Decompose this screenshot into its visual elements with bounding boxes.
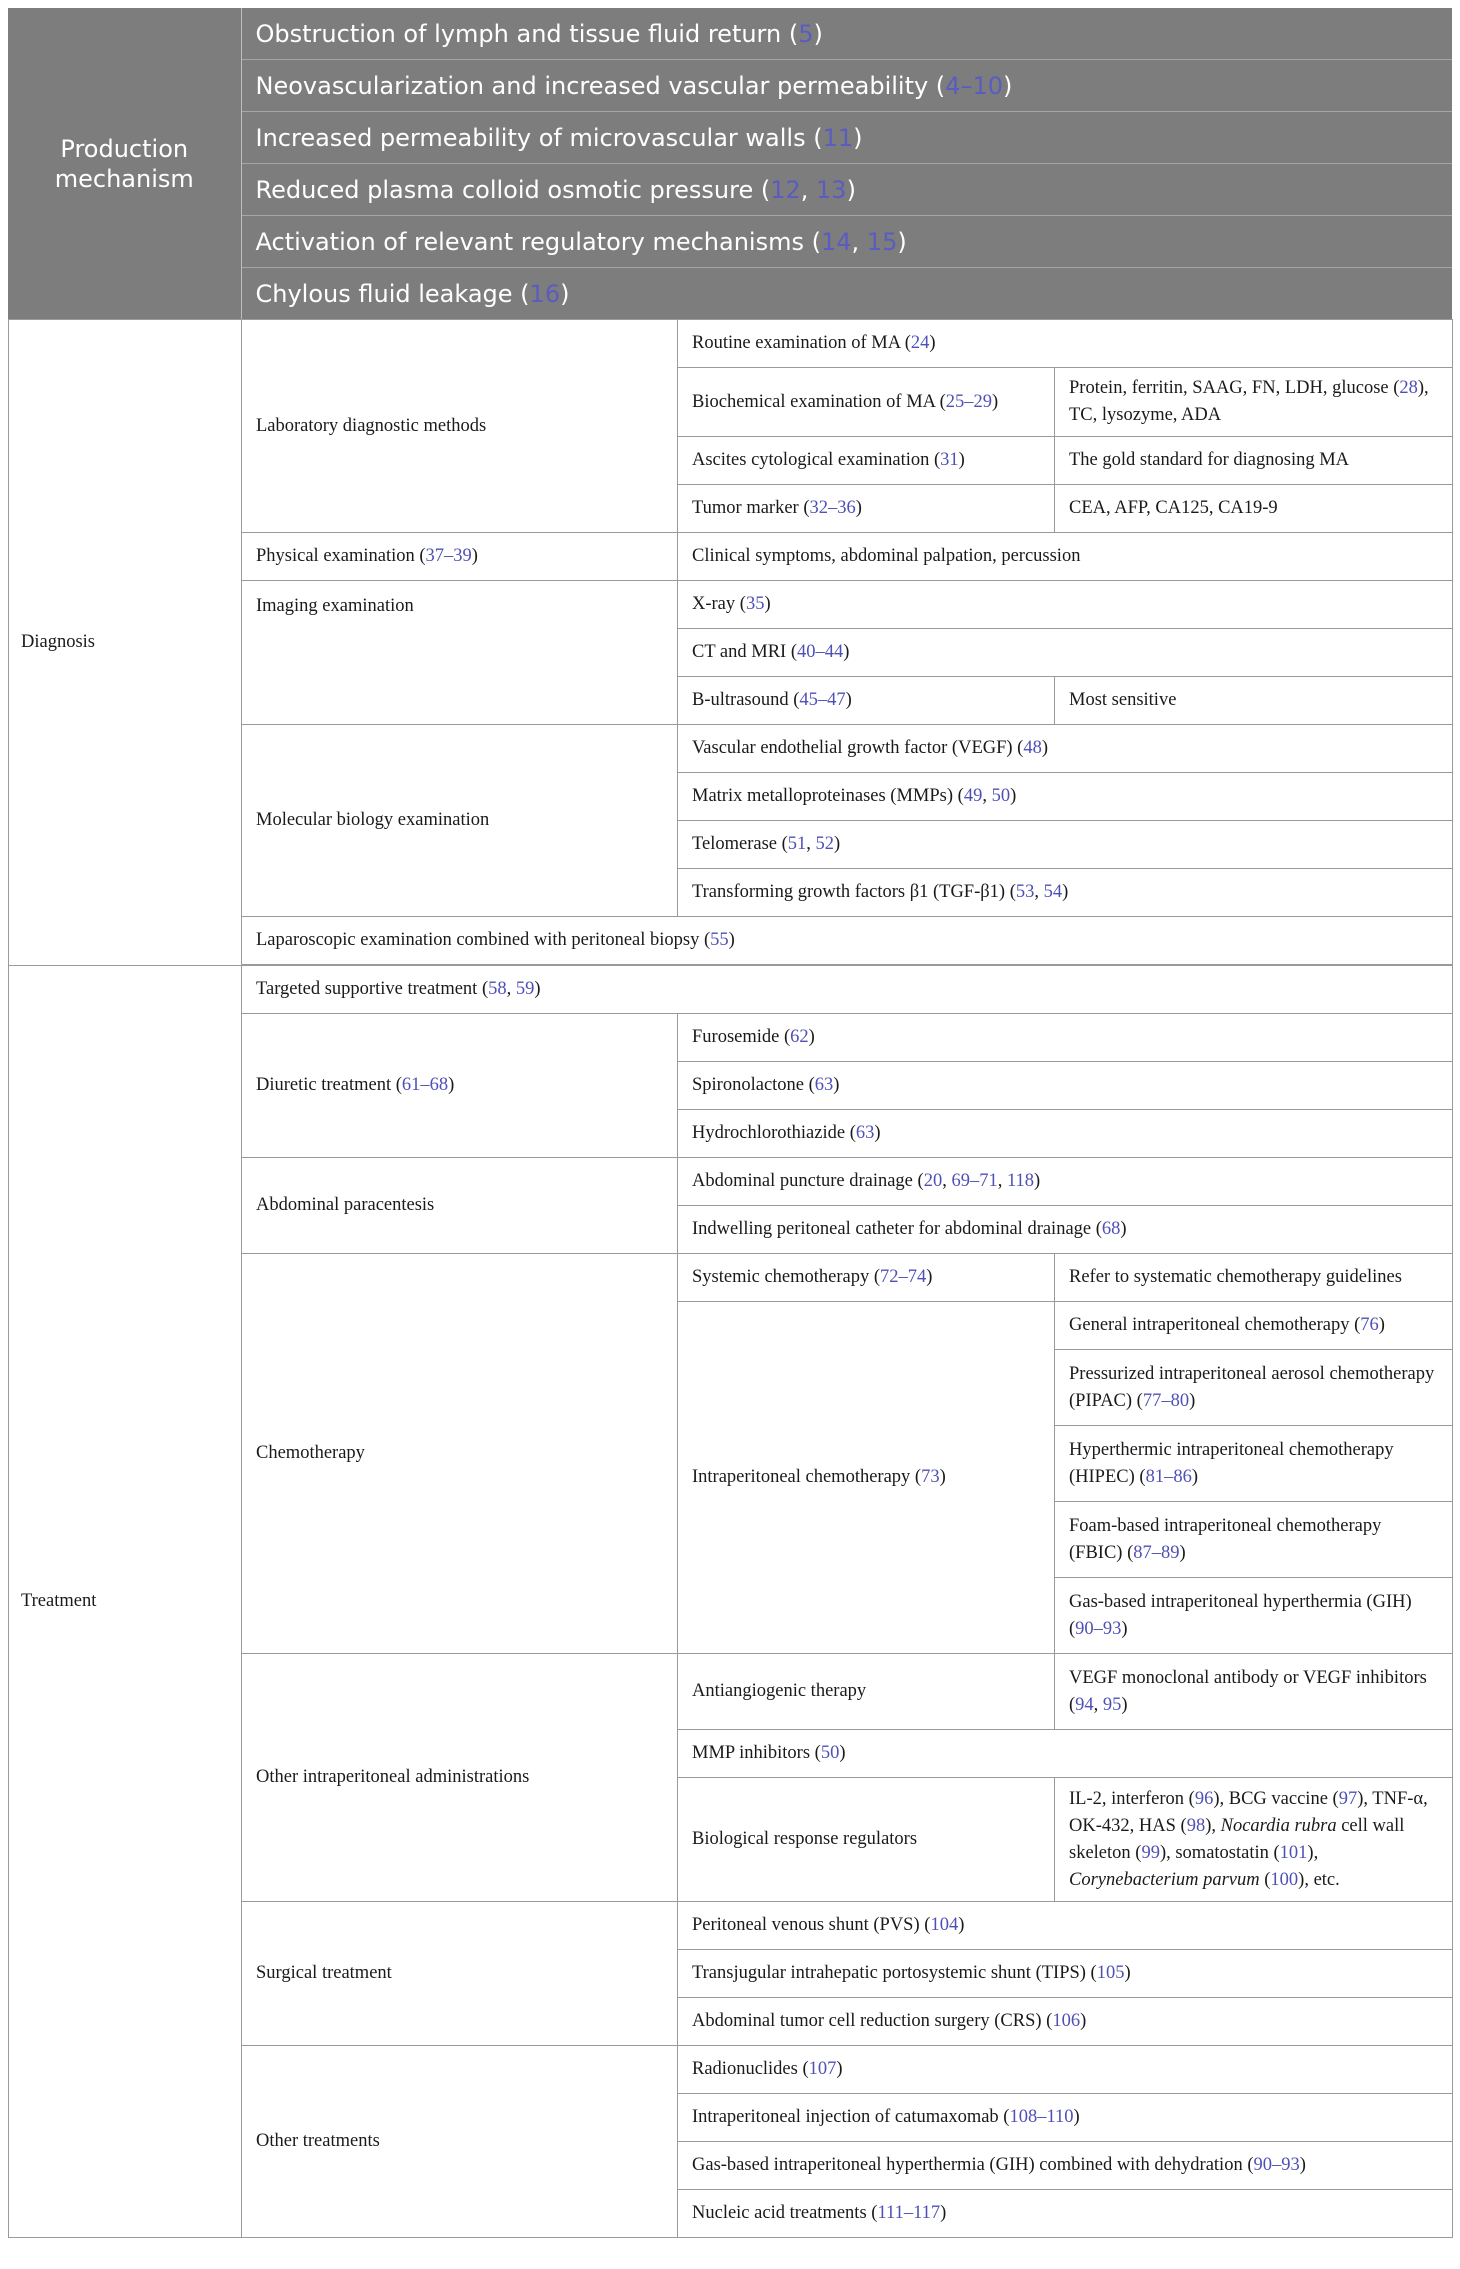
radionuclides-cell: Radionuclides (107) [678, 2046, 1453, 2094]
reference-link[interactable]: 81–86 [1145, 1466, 1192, 1487]
systemic-chemo-cell: Systemic chemotherapy (72–74) [678, 1254, 1055, 1302]
ct-mri-cell: CT and MRI (40–44) [678, 629, 1453, 677]
reference-link[interactable]: 72–74 [880, 1267, 927, 1287]
diagnosis-treatment-section [8, 319, 1453, 2238]
laparoscopic-cell: Laparoscopic examination combined with peritoneal biopsy (55) [242, 917, 1453, 965]
reference-link[interactable]: 100 [1270, 1869, 1299, 1890]
reference-link[interactable]: 4–10 [945, 71, 1003, 100]
reference-link[interactable]: 98 [1186, 1815, 1206, 1836]
other-ip-label: Other intraperitoneal administrations [242, 1654, 678, 1902]
biochem-exam-cell: Biochemical examination of MA (25–29) [678, 368, 1055, 437]
reference-link[interactable]: 118 [1006, 1171, 1035, 1191]
lab-methods-label: Laboratory diagnostic methods [242, 320, 678, 533]
reference-link[interactable]: 51 [787, 834, 807, 854]
b-ultrasound-detail-cell: Most sensitive [1055, 677, 1453, 725]
general-ip-chemo-cell: General intraperitoneal chemotherapy (76) [1055, 1302, 1453, 1350]
tips-cell: Transjugular intrahepatic portosystemic shunt (TIPS) (105) [678, 1950, 1453, 1998]
reference-link[interactable]: 87–89 [1133, 1542, 1180, 1563]
mechanism-row: Activation of relevant regulatory mechanisms (14, 15) [241, 216, 1452, 268]
reference-link[interactable]: 40–44 [797, 642, 844, 662]
antiangiogenic-cell: Antiangiogenic therapy [678, 1654, 1055, 1730]
reference-link[interactable]: 111–117 [877, 2203, 941, 2223]
reference-link[interactable]: 25–29 [945, 391, 993, 412]
crs-cell: Abdominal tumor cell reduction surgery (CRS) (106) [678, 1998, 1453, 2046]
reference-link[interactable]: 28 [1399, 378, 1418, 398]
indwelling-catheter-cell: Indwelling peritoneal catheter for abdominal drainage (68) [678, 1206, 1453, 1254]
paracentesis-label: Abdominal paracentesis [242, 1158, 678, 1254]
reference-link[interactable]: 107 [808, 2059, 837, 2079]
treatment-label: Treatment [9, 966, 242, 2238]
summary-table [8, 8, 1452, 2238]
nucleic-acid-cell: Nucleic acid treatments (111–117) [678, 2190, 1453, 2238]
reference-link[interactable]: 97 [1338, 1788, 1358, 1809]
reference-link[interactable]: 90–93 [1075, 1618, 1122, 1639]
reference-link[interactable]: 15 [866, 227, 898, 256]
reference-link[interactable]: 24 [910, 333, 930, 353]
reference-link[interactable]: 108–110 [1009, 2107, 1074, 2127]
reference-link[interactable]: 99 [1141, 1842, 1160, 1863]
reference-link[interactable]: 68 [1101, 1219, 1121, 1239]
pipac-cell: Pressurized intraperitoneal aerosol chemotherapy (PIPAC) (77–80) [1055, 1350, 1453, 1426]
mechanism-row: Chylous fluid leakage (16) [241, 268, 1452, 320]
chemotherapy-label: Chemotherapy [242, 1254, 678, 1654]
targeted-treatment-cell: Targeted supportive treatment (58, 59) [242, 966, 1453, 1014]
vegf-cell: Vascular endothelial growth factor (VEGF) (48) [678, 725, 1453, 773]
reference-link[interactable]: 50 [820, 1743, 840, 1763]
diagnosis-label: Diagnosis [9, 320, 242, 966]
reference-link[interactable]: 48 [1023, 738, 1042, 758]
surgical-label: Surgical treatment [242, 1902, 678, 2046]
ip-chemo-cell: Intraperitoneal chemotherapy (73) [678, 1302, 1055, 1654]
catumaxomab-cell: Intraperitoneal injection of catumaxomab (108–110) [678, 2094, 1453, 2142]
reference-link[interactable]: 63 [814, 1075, 834, 1095]
mechanism-row: Obstruction of lymph and tissue fluid return (5) [241, 8, 1452, 60]
reference-link[interactable]: 61–68 [401, 1075, 449, 1095]
fbic-cell: Foam-based intraperitoneal chemotherapy (FBIC) (87–89) [1055, 1502, 1453, 1578]
routine-exam-cell: Routine examination of MA (24) [678, 320, 1453, 368]
reference-link[interactable]: 37–39 [425, 546, 472, 566]
reference-link[interactable]: 35 [745, 594, 765, 614]
reference-link[interactable]: 94 [1075, 1694, 1094, 1715]
physical-exam-cell: Physical examination (37–39) [242, 533, 678, 581]
spironolactone-cell: Spironolactone (63) [678, 1062, 1453, 1110]
reference-link[interactable]: 5 [798, 19, 814, 48]
reference-link[interactable]: 53 [1015, 882, 1035, 902]
reference-link[interactable]: 13 [816, 175, 847, 204]
reference-link[interactable]: 20 [923, 1171, 943, 1191]
reference-link[interactable]: 59 [515, 979, 535, 999]
brr-detail-cell: IL-2, interferon (96), BCG vaccine (97), TNF-α, OK-432, HAS (98), Nocardia rubra cell wall skeleton (99), somatostatin (101), Corynebacterium parvum (100), etc. [1055, 1778, 1453, 1902]
gih-dehydration-cell: Gas-based intraperitoneal hyperthermia (GIH) combined with dehydration (90–93) [678, 2142, 1453, 2190]
antiangiogenic-detail-cell: VEGF monoclonal antibody or VEGF inhibitors (94, 95) [1055, 1654, 1453, 1730]
b-ultrasound-cell: B-ultrasound (45–47) [678, 677, 1055, 725]
reference-link[interactable]: 62 [790, 1027, 809, 1047]
molecular-exam-label: Molecular biology examination [242, 725, 678, 917]
reference-link[interactable]: 31 [940, 450, 959, 470]
puncture-drainage-cell: Abdominal puncture drainage (20, 69–71, 118) [678, 1158, 1453, 1206]
systemic-chemo-detail-cell: Refer to systematic chemotherapy guidelines [1055, 1254, 1453, 1302]
tumor-marker-cell: Tumor marker (32–36) [678, 485, 1055, 533]
reference-link[interactable]: 16 [529, 279, 561, 308]
production-mechanism-section [8, 8, 1452, 319]
cytology-exam-cell: Ascites cytological examination (31) [678, 437, 1055, 485]
reference-link[interactable]: 76 [1360, 1315, 1379, 1335]
reference-link[interactable]: 58 [488, 979, 507, 999]
reference-link[interactable]: 11 [822, 123, 854, 152]
reference-link[interactable]: 54 [1043, 882, 1063, 902]
xray-cell: X-ray (35) [678, 581, 1453, 629]
production-mechanism-label: Production mechanism [8, 8, 241, 319]
biochem-detail-cell: Protein, ferritin, SAAG, FN, LDH, glucose (28), TC, lysozyme, ADA [1055, 368, 1453, 437]
reference-link[interactable]: 49 [963, 786, 983, 806]
mmp-inhibitors-cell: MMP inhibitors (50) [678, 1730, 1453, 1778]
physical-exam-detail-cell: Clinical symptoms, abdominal palpation, percussion [678, 533, 1453, 581]
telomerase-cell: Telomerase (51, 52) [678, 821, 1453, 869]
cytology-detail-cell: The gold standard for diagnosing MA [1055, 437, 1453, 485]
reference-link[interactable]: 73 [921, 1467, 940, 1487]
diuretic-label: Diuretic treatment (61–68) [242, 1014, 678, 1158]
mmps-cell: Matrix metalloproteinases (MMPs) (49, 50) [678, 773, 1453, 821]
reference-link[interactable]: 45–47 [799, 690, 846, 710]
hydrochlorothiazide-cell: Hydrochlorothiazide (63) [678, 1110, 1453, 1158]
pvs-cell: Peritoneal venous shunt (PVS) (104) [678, 1902, 1453, 1950]
reference-link[interactable]: 50 [991, 786, 1011, 806]
reference-link[interactable]: 32–36 [809, 498, 856, 518]
reference-link[interactable]: 77–80 [1142, 1390, 1190, 1411]
furosemide-cell: Furosemide (62) [678, 1014, 1453, 1062]
reference-link[interactable]: 69–71 [951, 1171, 998, 1191]
reference-link[interactable]: 96 [1194, 1788, 1214, 1809]
other-treatments-label: Other treatments [242, 2046, 678, 2238]
reference-link[interactable]: 63 [855, 1123, 875, 1143]
mechanism-row: Increased permeability of microvascular walls (11) [241, 112, 1452, 164]
brr-cell: Biological response regulators [678, 1778, 1055, 1902]
reference-link[interactable]: 14 [820, 227, 852, 256]
reference-link[interactable]: 104 [930, 1915, 959, 1935]
reference-link[interactable]: 52 [815, 834, 835, 854]
gih-cell: Gas-based intraperitoneal hyperthermia (GIH) (90–93) [1055, 1578, 1453, 1654]
reference-link[interactable]: 90–93 [1253, 2155, 1300, 2175]
reference-link[interactable]: 55 [710, 930, 729, 950]
mechanism-row: Neovascularization and increased vascular permeability (4–10) [241, 60, 1452, 112]
reference-link[interactable]: 95 [1102, 1694, 1122, 1715]
tumor-marker-detail-cell: CEA, AFP, CA125, CA19-9 [1055, 485, 1453, 533]
reference-link[interactable]: 101 [1279, 1842, 1308, 1863]
hipec-cell: Hyperthermic intraperitoneal chemotherapy (HIPEC) (81–86) [1055, 1426, 1453, 1502]
mechanism-row: Reduced plasma colloid osmotic pressure (12, 13) [241, 164, 1452, 216]
reference-link[interactable]: 106 [1052, 2011, 1081, 2031]
reference-link[interactable]: 12 [770, 175, 801, 204]
tgf-cell: Transforming growth factors β1 (TGF-β1) (53, 54) [678, 869, 1453, 917]
reference-link[interactable]: 105 [1096, 1963, 1125, 1983]
imaging-exam-label: Imaging examination [242, 581, 678, 725]
